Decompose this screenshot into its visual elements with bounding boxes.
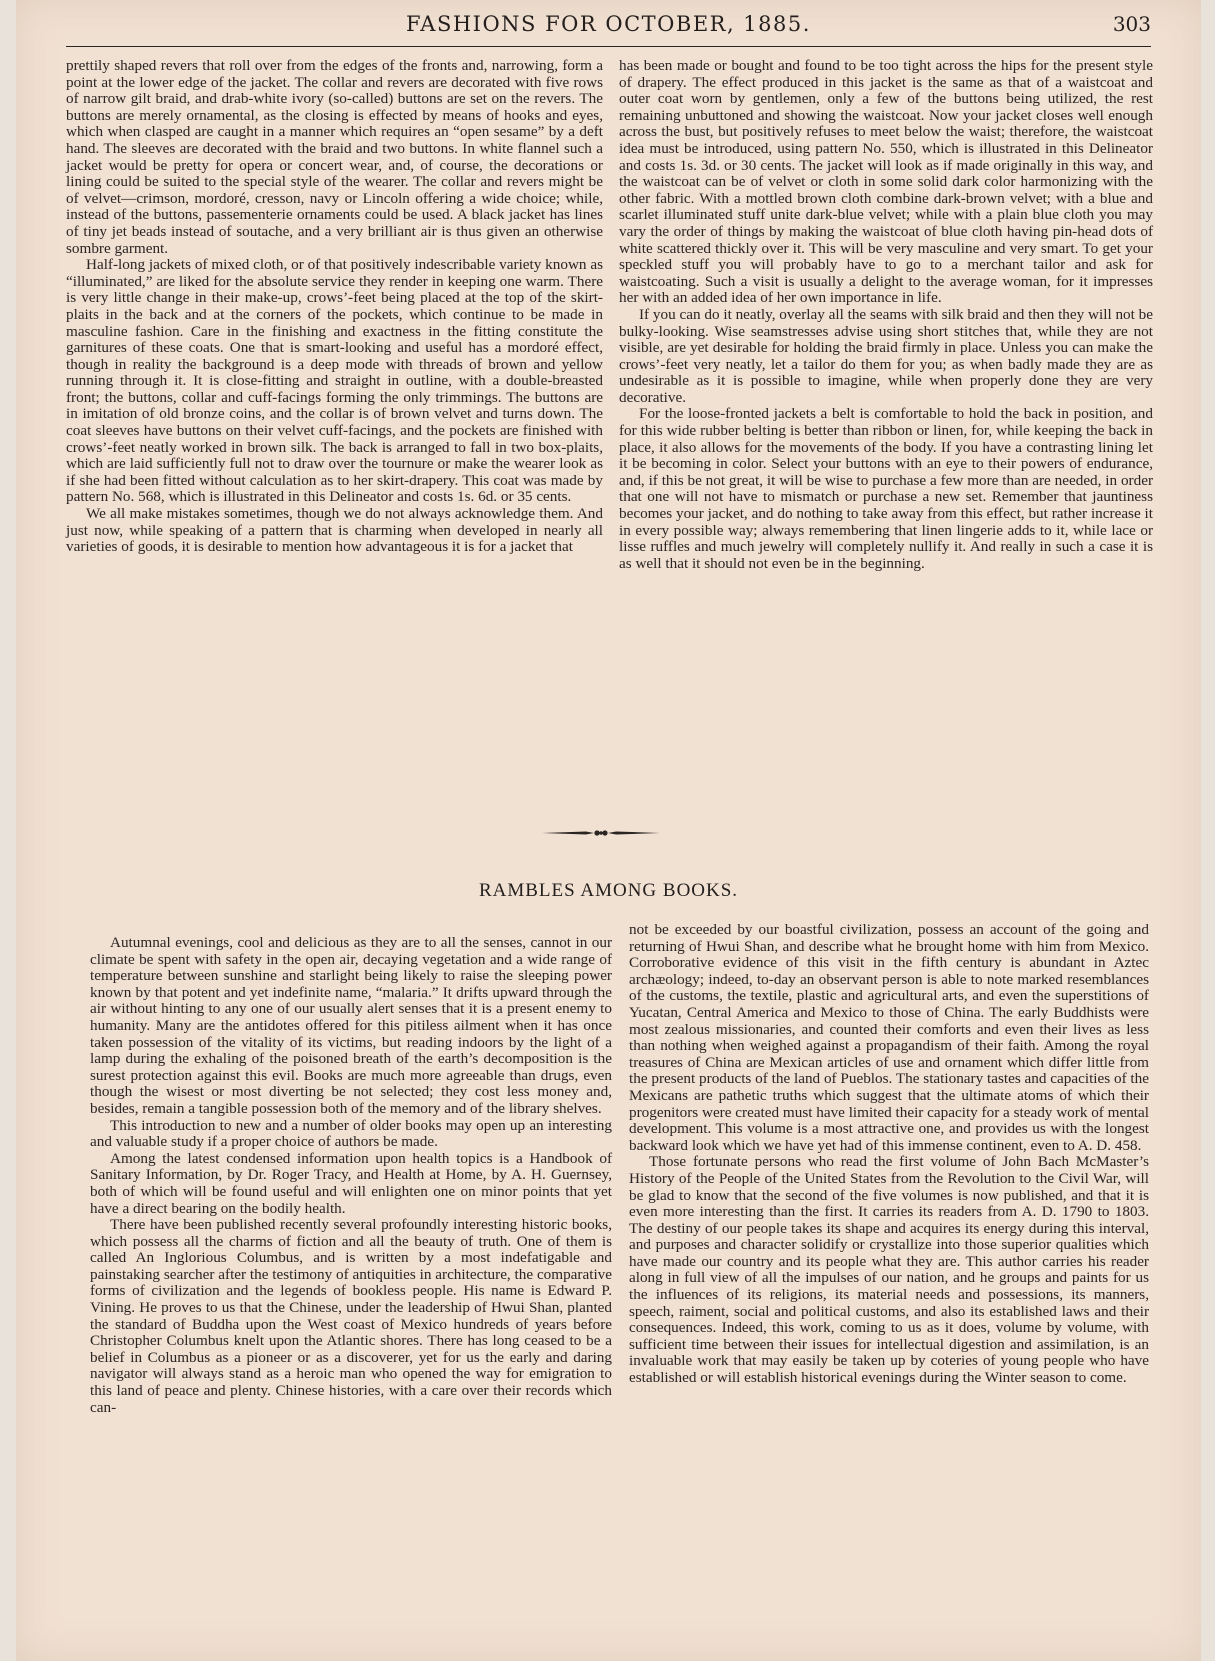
paragraph: Those fortunate persons who read the first volume of John Bach McMaster’s History of the People of the United States from the Revolution to the Civil War, will be glad to know that the second of the five volumes is now published, and that it is even more interesting than the first. It carries its readers from A. D. 1790 to 1803. The destiny of our people takes its shape and acquires its energy during this interval, and purposes and character solidify or crystallize into those superior qualities which have made our country and its people what they are. This author carries his reader along in full view of all the impulses of our nation, and he groups and paints for us the influences of its religions, its material needs and possessions, its manners, speech, raiment, social and political customs, and also its established laws and their consequences. Indeed, this work, coming to us as it does, volume by volume, with sufficient time between their issues for intellectual digestion and assimilation, is an invaluable work that may easily be taken up by coteries of young people who have established or will establish historical evenings during the Winter season to come. [629,1153,1149,1387]
paragraph: has been made or bought and found to be too tight across the hips for the present style of drapery. The effect produced in this jacket is the same as that of a waistcoat and outer coat worn by gentlemen, only a few of the buttons being utilized, the rest remaining unbuttoned and showing the waistcoat. Now your jacket closes well enough across the bust, but positively refuses to meet below the waist; therefore, the waistcoat idea must be introduced, using pattern No. 550, which is illustrated in this Delineator and costs 1s. 3d. or 30 cents. The jacket will look as if made originally in this way, and the waistcoat can be of velvet or cloth in some solid dark color harmonizing with the other fabric. With a mottled brown cloth combine dark-brown velvet; with a blue and scarlet illuminated stuff unite dark-blue velvet; while with a plain blue cloth you may vary the order of things by making the waistcoat of blue cloth having pin-head dots of white scattered thickly over it. This will be very masculine and very smart. To get your speckled stuff you will probably have to go to a merchant tailor and ask for waistcoating. Such a visit is usually a delight to the average woman, for it impresses her with an added idea of her own importance in life. [619,57,1153,307]
paragraph: This introduction to new and a number of older books may open up an interesting and valuable study if a proper choice of authors be made. [90,1116,612,1151]
paragraph: We all make mistakes sometimes, though we do not always acknowledge them. And just now, while speaking of a pattern that is charming when developed in nearly all varieties of goods, it is desirable to mention how advantageous it is for a jacket that [66,505,603,556]
books-column-right [629,922,1149,1387]
paragraph: If you can do it neatly, overlay all the seams with silk braid and then they will not be bulky-looking. Wise seamstresses advise using short stitches that, while they are not visible, are yet desirable for holding the braid firmly in place. Unless you can make the crows’-feet very neatly, let a tailor do them for you; as when badly made they are as undesirable as it is possible to imagine, while when properly done they are very decorative. [619,305,1153,406]
paragraph: prettily shaped revers that roll over from the edges of the fronts and, narrowing, form a point at the lower edge of the jacket. The collar and revers are decorated with five rows of narrow gilt braid, and drab-white ivory (so-called) buttons are set on the revers. The buttons are merely ornamental, as the closing is effected by means of hooks and eyes, which when clasped are caught in a manner which requires an “open sesame” by a deft hand. The sleeves are decorated with the braid and two buttons. In white flannel such a jacket would be pretty for opera or concert wear, and, of course, the decorations or lining could be suited to the special style of the wearer. The collar and revers might be of velvet—crimson, mordoré, cresson, navy or Lincoln offering a wide choice; while, instead of the buttons, passementerie ornaments could be used. A black jacket has lines of tiny jet beads instead of soutache, and a very brilliant air is thus given an otherwise sombre garment. [66,57,603,257]
section-divider-ornament [542,825,660,841]
page-header-title: FASHIONS FOR OCTOBER, 1885. [406,12,811,36]
books-column-left [90,935,612,1416]
paragraph: not be exceeded by our boastful civilization, possess an account of the going and returning of Hwui Shan, and describe what he brought home with him from Mexico. Corroborative evidence of this visit in the fifth century is abundant in Aztec archæology; indeed, to-day an observant person is able to note marked resemblances of the customs, the textile, plastic and agricultural arts, and even the superstitions of Yucatan, Central America and Mexico to those of China. The early Buddhists were most zealous missionaries, and counted their comforts and even their lives as less than nothing when weighed against a propagandism of their faith. Among the royal treasures of China are Mexican articles of use and ornament which differ little from the present products of the land of Pueblos. The stationary tastes and capacities of the Mexicans are pathetic truths which suggest that the ultimate atoms of which their progenitors were created must have limited their capacity for a steady work of mental development. This volume is a most attractive one, and provides us with the longest backward look which we have yet had of this immense continent, even to A. D. 458. [629,921,1149,1154]
fashion-column-right [619,58,1153,572]
page-number: 303 [1112,12,1151,36]
section-title: RAMBLES AMONG BOOKS. [478,880,739,901]
paragraph: Autumnal evenings, cool and delicious as they are to all the senses, cannot in our climate be spent with safety in the open air, decaying vegetation and a wide range of temperature between sunshine and starlight being likely to raise the sleeping power known by that potent and yet indefinite name, “malaria.” It drifts upward through the air without hinting to any one of our usually alert senses that it is a present enemy to humanity. Many are the antidotes offered for this pitiless ailment when it has once taken possession of the vitality of its victims, but reading indoors by the light of a lamp during the exhaling of the poisoned breath of the earth’s decomposition is the surest protection against this evil. Books are much more agreeable than drugs, even though the wisest or most diverting be not selected; they cost less money and, besides, remain a tangible possession both of the memory and of the library shelves. [90,934,612,1117]
paragraph: Among the latest condensed information upon health topics is a Handbook of Sanitary Information, by Dr. Roger Tracy, and Health at Home, by A. H. Guernsey, both of which will be found useful and will enlighten one on minor points that yet have a direct bearing on the bodily health. [90,1149,612,1217]
magazine-page [16,0,1201,1661]
paragraph: Half-long jackets of mixed cloth, or of that positively indescribable variety known as “illuminated,” are liked for the absolute service they render in keeping one warm. There is very little change in their make-up, crows’-feet being placed at the top of the skirt-plaits in the back and at the corners of the pockets, which continue to be made in masculine fashion. Care in the finishing and exactness in the fitting constitute the garnitures of these coats. One that is smart-looking and useful has a mordoré effect, though in reality the background is a deep mode with threads of brown and yellow running through it. It is close-fitting and straight in outline, with a double-breasted front; the buttons, collar and cuff-facings forming the only trimmings. The buttons are in imitation of old bronze coins, and the collar is of brown velvet and turns down. The coat sleeves have buttons on their velvet cuff-facings, and the pockets are finished with crows’-feet neatly worked in brown silk. The back is arranged to fall in two box-plaits, which are laid sufficiently full not to draw over the tournure or make the wearer look as if she had been fitted without calculation as to her skirt-drapery. This coat was made by pattern No. 568, which is illustrated in this Delineator and costs 1s. 6d. or 35 cents. [66,256,603,506]
paragraph: For the loose-fronted jackets a belt is comfortable to hold the back in position, and for this wide rubber belting is better than ribbon or linen, for, while keeping the back in place, it also allows for the movements of the body. If you have a contrasting lining let it be becoming in color. Select your buttons with an eye to their powers of endurance, and, if this be not great, it will be wise to purchase a few more than are needed, in order that one will not have to mismatch or purchase a new set. Remember that jauntiness becomes your jacket, and do nothing to take away from this effect, but rather increase it in every possible way; always remembering that linen lingerie adds to it, while lace or lisse ruffles and much jewelry will completely nullify it. And really in such a case it is as well that it should not even be in the beginning. [619,405,1153,572]
fashion-column-left [66,58,603,556]
running-header [66,6,1151,47]
paragraph: There have been published recently several profoundly interesting historic books, which possess all the charms of fiction and all the beauty of truth. One of them is called An Inglorious Columbus, and is written by a most indefatigable and painstaking searcher after the testimony of antiquities in architecture, the comparative forms of civilization and the legends of bookless people. His name is Edward P. Vining. He proves to us that the Chinese, under the leadership of Hwui Shan, planted the standard of Buddha upon the West coast of Mexico hundreds of years before Christopher Columbus knelt upon the Atlantic shores. There has long ceased to be a belief in Columbus as a pioneer or as a discoverer, yet for us the early and daring navigator will always stand as a heroic man who opened the way for emigration to this land of peace and plenty. Chinese histories, with a care over their records which can- [90,1216,612,1416]
